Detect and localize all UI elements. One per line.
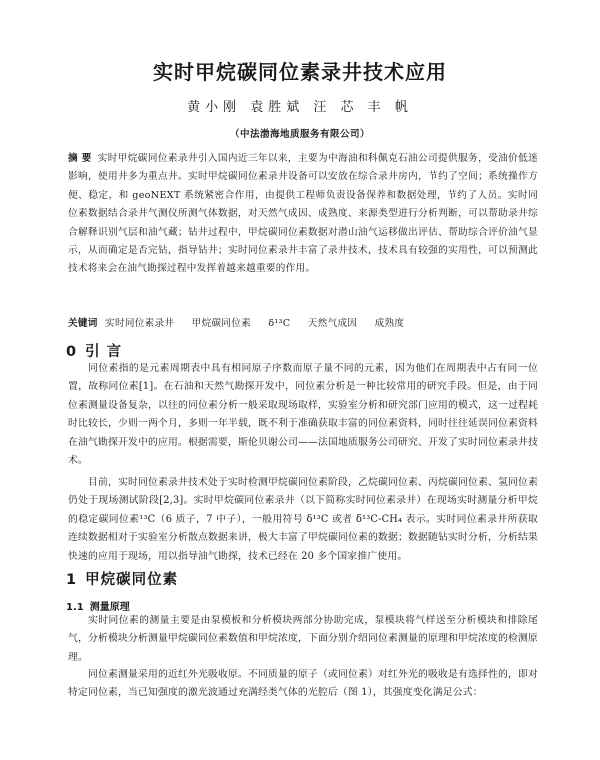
keyword: δ¹³C (268, 318, 291, 329)
section-number: 1 (66, 572, 78, 588)
affiliation: （中法渤海地质服务有限公司） (229, 129, 370, 140)
section-heading (66, 340, 122, 361)
subsection-heading (66, 598, 130, 613)
paragraph: 同位素指的是元素周期表中具有相同原子序数而原子量不同的元素，因为他们在周期表中占有同一位置，故称同位素[1]。在石油和天然气勘探开发中，同位素分析是一种比较常用的研究手段。但是，由于同位素测量设备复杂，以往的同位素分析一般采取现场取样，实验室分析和研究部门应用的模式，这一过程耗时比较长，少则一两个月，多则一年半载，既不利于准确获取丰富的同位素资料，同时往往延误同位素资料在油气勘探开发中的应用。根据需要，斯伦贝谢公司——法国地质服务公司研究、开发了实时同位素录井技术。 (68, 363, 538, 467)
section-number: 0 (66, 344, 78, 360)
abstract-text: 实时甲烷碳同位素录井引入国内近三年以来，主要为中海油和科佩克石油公司提供服务，受油价低迷影响，使用井多为重点井。实时甲烷碳同位素录井设备可以安放在综合录井房内，节约了空间；系统操作方便、稳定，和 geoNEXT 系统紧密合作用，由提供工程师负责设备保养和数据处理，节约了人员。实时同位素数据结合录井气测仪所测气体数据，对天然气成因、成熟度、来源类型进行分析判断，可以帮助录井综合解释识别气层和油气藏；钻井过程中，甲烷碳同位素数据对潜山油气运移做出评估、帮助综合评价油气显示，从而确定是否完钻，指导钻井；实时同位素录井丰富了录井技术，技术具有较强的实用性，可以预测此技术将来会在油气勘探过程中发挥着越来越重要的作用。 (68, 153, 538, 275)
section-title: 引 言 (85, 344, 123, 360)
keyword: 成熟度 (374, 318, 405, 329)
keyword: 甲烷碳同位素 (191, 318, 252, 329)
paragraph: 同位素测量采用的近红外光吸收原。不同质量的原子（或同位素）对红外光的吸收是有选择性的，即对特定同位素，当已知强度的激光波通过充满经类气体的光腔后（图 1），其强度变化满足公式： (68, 669, 538, 699)
section-heading (66, 568, 178, 589)
subsection-title: 测量原理 (89, 602, 130, 613)
keyword: 实时同位素录井 (105, 318, 175, 329)
paragraph: 实时同位素的测量主要是由泵模板和分析模块两部分协助完成，泵模块将气样送至分析模块和排除尾气，分析模块分析测量甲烷碳同位素数值和甲烷浓度，下面分别介绍同位素测量的原理和甲烷浓度的检测原理。 (68, 615, 538, 663)
paragraph: 目前，实时同位素录井技术处于实时检测甲烷碳同位素阶段，乙烷碳同位素、丙烷碳同位素、氢同位素仍处于现场测试阶段[2,3]。实时甲烷碳同位素录井（以下简称实时同位素录井）在现场实时测量分析甲烷的稳定碳同位素¹³C（6 质子，7 中子），一般用符号 δ¹³C 或者 δ¹³C-CH₄ 表示。实时同位素录井所获取连续数据相对于实验室分析散点数据来讲，极大丰富了甲烷碳同位素的数据；数据随钻实时分析，分析结果快速的应用于现场，用以指导油气勘探，技术已经在 20 多个国家推广使用。 (68, 477, 538, 562)
subsection-number: 1.1 (66, 602, 84, 613)
author-list: 黄小刚 袁胜斌 汪 芯 丰 帆 (187, 100, 413, 115)
paper-title: 实时甲烷碳同位素录井技术应用 (153, 60, 447, 84)
keyword: 天然气成因 (307, 318, 358, 329)
section-title: 甲烷碳同位素 (85, 572, 179, 588)
abstract (68, 150, 538, 279)
abstract-label: 摘 要 (68, 153, 92, 164)
keywords-label: 关键词 (68, 318, 98, 329)
keywords (68, 315, 538, 333)
